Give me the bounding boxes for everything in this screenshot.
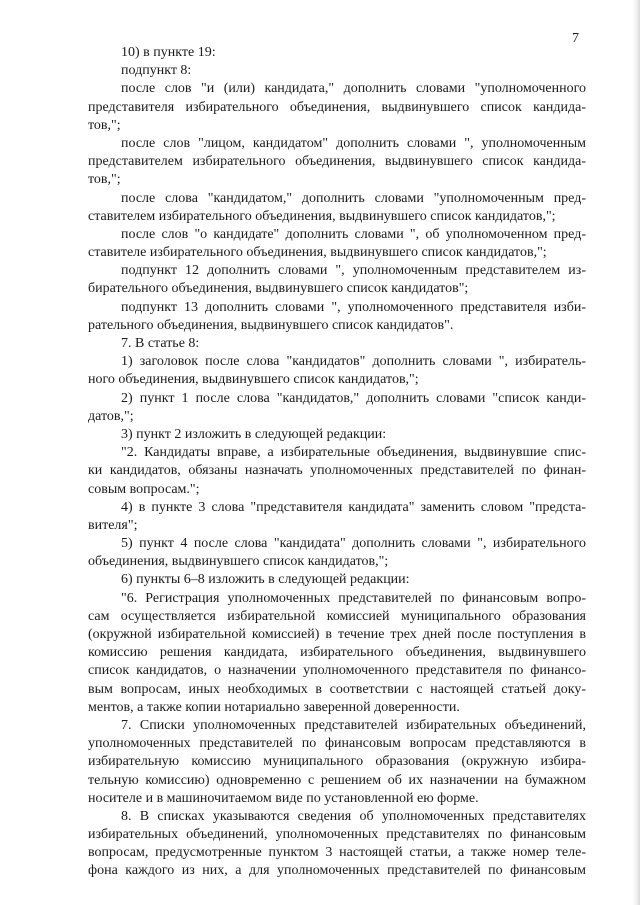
text-line: совым вопросам."; <box>88 481 200 497</box>
text-line: 2) пункт 1 после слова "кандидатов," дополнить словами "список канди- <box>121 390 586 406</box>
text-line: избирательных объединений, уполномоченных представителях по финансовым <box>88 827 586 843</box>
text-line: ставителем избирательного объединения, выдвинувшего список кандидатов,"; <box>88 208 556 224</box>
text-line: после слова "кандидатом," дополнить словами "уполномоченным пред- <box>121 190 586 206</box>
text-line: тов,"; <box>88 172 121 188</box>
text-line: после слов "о кандидате" дополнить словами ", об уполномоченном пред- <box>121 226 586 242</box>
text-line: 5) пункт 4 после слова "кандидата" дополнить словами ", избирательного <box>121 536 586 552</box>
text-line: ки кандидатов, обязаны назначать уполномоченных представителей по финан- <box>88 463 586 479</box>
text-line: объединения, выдвинувшего список кандидатов,"; <box>88 554 389 570</box>
scan-edge-shadow <box>632 0 640 905</box>
text-line: 7. Списки уполномоченных представителей избирательных объединений, <box>121 717 586 733</box>
text-line: "6. Регистрация уполномоченных представителей по финансовым вопро- <box>121 590 586 606</box>
text-line: представителем избирательного объединения, выдвинувшего список кандида- <box>88 154 586 170</box>
text-line: 4) в пункте 3 слова "представителя кандидата" заменить словом "предста- <box>121 499 586 515</box>
text-line: избирательную комиссию муниципального образования (окружную избира- <box>88 754 586 770</box>
text-line: вопросам, предусмотренные пунктом 3 настоящей статьи, а также номер теле- <box>88 845 586 861</box>
text-line: ставителе избирательного объединения, выдвинувшего список кандидатов,"; <box>88 245 547 261</box>
text-line: подпункт 12 дополнить словами ", уполномоченным представителем из- <box>121 263 586 279</box>
text-line: тов,"; <box>88 117 121 133</box>
text-line: датов,"; <box>88 408 134 424</box>
text-line: "2. Кандидаты вправе, а избирательные объединения, выдвинувшие спис- <box>121 445 586 461</box>
text-line: 6) пункты 6–8 изложить в следующей редакции: <box>121 572 410 588</box>
text-line: 7. В статье 8: <box>121 336 200 351</box>
document-body <box>88 44 586 881</box>
text-line: вым вопросам, иных необходимых в соответствии с настоящей статьей доку- <box>88 681 586 697</box>
text-line: после слов "лицом, кандидатом" дополнить словами ", уполномоченным <box>121 135 586 151</box>
text-line: 1) заголовок после слова "кандидатов" дополнить словами ", избиратель- <box>121 354 586 370</box>
text-line: вителя"; <box>88 517 138 533</box>
text-line: бирательного объединения, выдвинувшего список кандидатов"; <box>88 281 469 297</box>
text-line: подпункт 8: <box>121 63 192 79</box>
text-line: 3) пункт 2 изложить в следующей редакции: <box>121 426 387 442</box>
page-number: 7 <box>572 31 579 46</box>
text-line: сам осуществляется избирательной комиссией муниципального образования <box>88 608 586 624</box>
text-line: уполномоченных представителей по финансовым вопросам представляются в <box>88 736 586 752</box>
text-line: ного объединения, выдвинувшего список кандидатов,"; <box>88 372 419 388</box>
text-line: фона каждого из них, а для уполномоченных представителей по финансовым <box>88 863 586 879</box>
text-line: 10) в пункте 19: <box>121 45 216 60</box>
text-line: ментов, а также копии нотариально заверенной доверенности. <box>88 699 460 715</box>
text-line: подпункт 13 дополнить словами ", уполномоченного представителя изби- <box>121 299 586 315</box>
text-line: тельную комиссию) одновременно с решением об их назначении на бумажном <box>88 772 586 788</box>
text-line: представителя избирательного объединения, выдвинувшего список кандида- <box>88 99 586 115</box>
text-line: носителе и в машиночитаемом виде по установленной ею форме. <box>88 790 479 806</box>
text-line: (окружной избирательной комиссией) в течение трех дней после поступления в <box>88 627 586 642</box>
text-line: рательного объединения, выдвинувшего список кандидатов". <box>88 317 454 333</box>
text-line: комиссию решения кандидата, избирательного объединения, выдвинувшего <box>88 645 586 661</box>
text-line: список кандидатов, о назначении уполномоченного представителя по финансо- <box>88 663 586 679</box>
text-line: 8. В списках указываются сведения об уполномоченных представителях <box>121 808 586 824</box>
text-line: после слов "и (или) кандидата," дополнить словами "уполномоченного <box>121 81 586 97</box>
